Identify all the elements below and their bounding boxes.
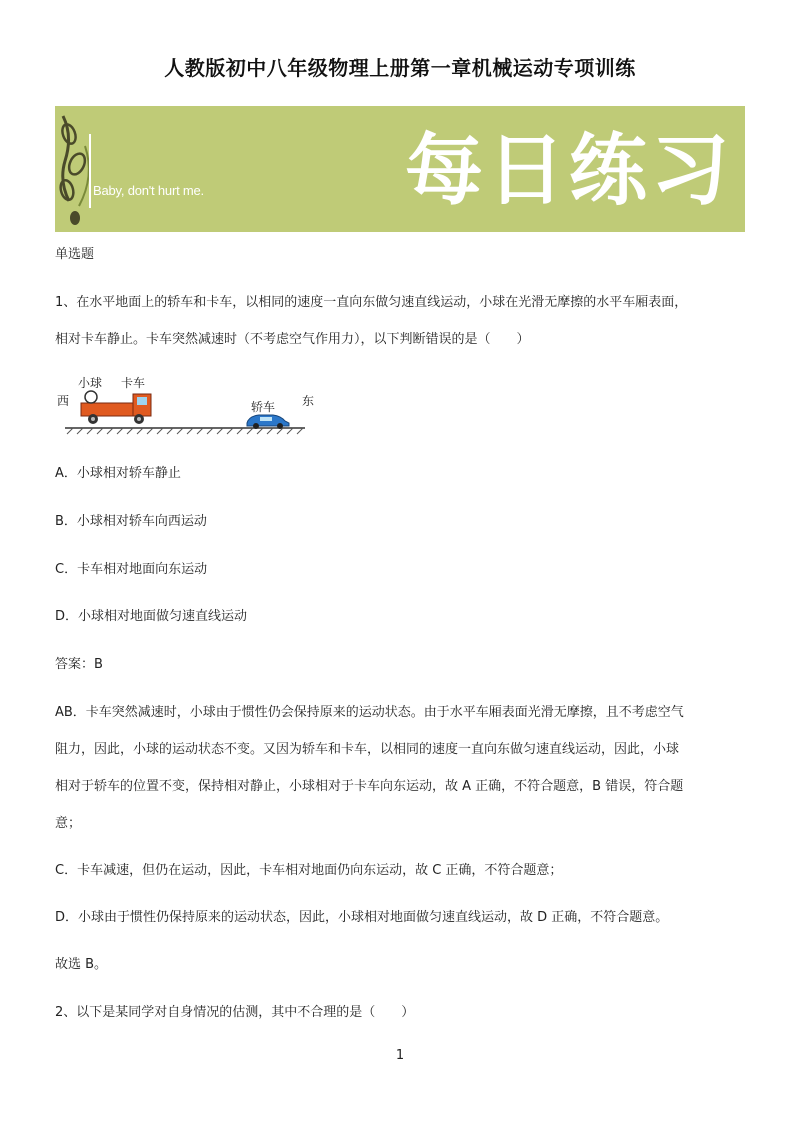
q1-analysis-ab-line3: 相对于轿车的位置不变，保持相对静止，小球相对于卡车向东运动，故 A 正确，不符合题意，B 错误，符合题 xyxy=(55,779,684,794)
q1-option-c: C．卡车相对地面向东运动 xyxy=(55,562,208,577)
q2-stem: 2、以下是某同学对自身情况的估测，其中不合理的是（ ） xyxy=(55,1005,415,1020)
daily-practice-banner xyxy=(55,106,745,232)
section-label: 单选题 xyxy=(55,247,95,262)
q1-stem-line2: 相对卡车静止。卡车突然减速时（不考虑空气作用力），以下判断错误的是（ ） xyxy=(55,332,530,347)
q1-analysis-ab-line4: 意； xyxy=(55,816,82,831)
figure-label-truck: 卡车 xyxy=(121,376,146,390)
q1-analysis-ab-line2: 阻力，因此，小球的运动状态不变。又因为轿车和卡车，以相同的速度一直向东做匀速直线运动，因此，小球 xyxy=(55,742,680,757)
q1-analysis-ab-line1: AB．卡车突然减速时，小球由于惯性仍会保持原来的运动状态。由于水平车厢表面光滑无摩擦，且不考虑空气 xyxy=(55,705,684,720)
figure-label-car: 轿车 xyxy=(251,400,276,414)
q1-analysis-c: C．卡车减速，但仍在运动，因此，卡车相对地面仍向东运动，故 C 正确，不符合题意； xyxy=(55,863,563,878)
figure-label-ball: 小球 xyxy=(78,376,103,390)
q1-option-d: D．小球相对地面做匀速直线运动 xyxy=(55,609,248,624)
q1-stem-line1: 1、在水平地面上的轿车和卡车，以相同的速度一直向东做匀速直线运动，小球在光滑无摩擦的水平车厢表面， xyxy=(55,295,688,310)
q1-answer: 答案：B xyxy=(55,657,103,672)
banner-tagline: Baby, don't hurt me. xyxy=(93,183,204,198)
q1-figure xyxy=(55,372,315,436)
q1-option-b: B．小球相对轿车向西运动 xyxy=(55,514,207,529)
q1-conclusion: 故选 B。 xyxy=(55,957,108,972)
banner-headline: 每日练习 xyxy=(405,126,734,216)
figure-label-west: 西 xyxy=(57,394,70,408)
figure-label-east: 东 xyxy=(302,394,315,408)
q1-analysis-d: D．小球由于惯性仍保持原来的运动状态，因此，小球相对地面做匀速直线运动，故 D 正确，不符合题意。 xyxy=(55,910,669,925)
truck-icon xyxy=(77,388,167,428)
page-number: 1 xyxy=(395,1048,405,1063)
q1-option-a: A．小球相对轿车静止 xyxy=(55,466,181,481)
ball-icon xyxy=(85,391,97,403)
document-title: 人教版初中八年级物理上册第一章机械运动专项训练 xyxy=(164,56,636,80)
